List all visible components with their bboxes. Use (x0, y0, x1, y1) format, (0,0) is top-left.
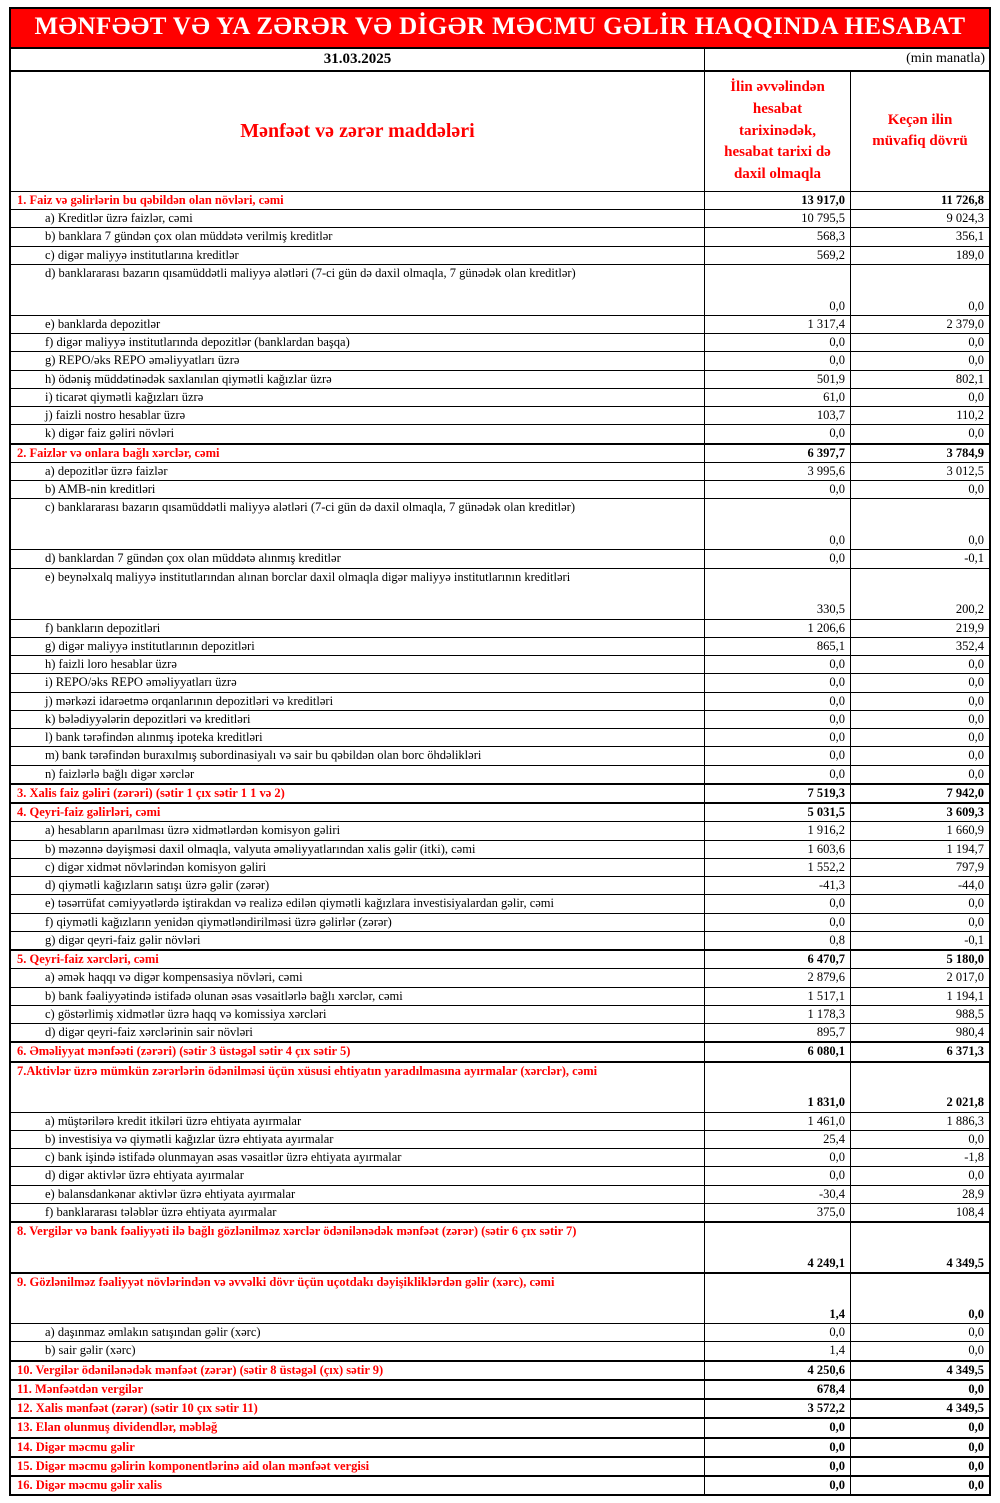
row-value-previous: 0,0 (850, 1419, 989, 1436)
report-title: MƏNFƏƏT VƏ YA ZƏRƏR VƏ DİGƏR MƏCMU GƏLİR HAQQINDA HESABAT (11, 9, 989, 49)
table-row (11, 443, 989, 462)
row-value-current: 0,0 (704, 1477, 850, 1494)
row-label: j) faizli nostro hesablar üzrə (45, 408, 186, 422)
table-row (11, 462, 989, 480)
row-label: 7.Aktivlər üzrə mümkün zərərlərin ödənilməsi üçün xüsusi ehtiyatın yaradılmasına ayırmalar (xərclər), cəmi (17, 1063, 598, 1078)
row-label: d) qiymətli kağızların satışı üzrə gəlir (zərər) (45, 878, 270, 892)
row-value-current: 6 397,7 (704, 445, 850, 462)
table-row (11, 673, 989, 691)
row-value-current: 0,0 (704, 499, 850, 549)
row-value-previous: 0,0 (850, 747, 989, 764)
table-row (11, 913, 989, 931)
row-label: a) hesabların aparılması üzrə xidmətlərdən komisyon gəliri (45, 823, 341, 838)
row-label: e) balansdankənar aktivlər üzrə ehtiyata ayırmalar (45, 1186, 296, 1201)
row-value-current: 7 519,3 (704, 785, 850, 802)
row-label: g) digər maliyyə institutlarının depozitləri (45, 638, 255, 653)
row-value-current: 0,0 (704, 895, 850, 912)
table-row (11, 1379, 989, 1398)
table-row (11, 1341, 989, 1359)
row-value-previous: 0,0 (850, 674, 989, 691)
table-row (11, 1475, 989, 1494)
table-row (11, 1417, 989, 1436)
row-value-previous: 0,0 (850, 481, 989, 498)
row-label: 5. Qeyri-faiz xərcləri, cəmi (17, 952, 159, 966)
row-value-current: 0,0 (704, 334, 850, 351)
row-value-previous: -44,0 (850, 877, 989, 894)
row-value-previous: 0,0 (850, 1458, 989, 1475)
row-value-current: 2 879,6 (704, 969, 850, 986)
row-value-current: 0,0 (704, 1324, 850, 1341)
row-value-current: 0,0 (704, 914, 850, 931)
row-label: h) ödəniş müddətinədək saxlanılan qiymətli kağızlar üzrə (45, 371, 332, 386)
row-value-current: 0,0 (704, 711, 850, 728)
table-row (11, 1323, 989, 1341)
row-value-current: 0,0 (704, 674, 850, 691)
row-value-current: 6 470,7 (704, 951, 850, 968)
table-row (11, 1203, 989, 1221)
row-value-current: 0,0 (704, 425, 850, 442)
row-label: k) bələdiyyələrin depozitləri və kreditləri (45, 711, 251, 726)
row-label: d) banklararası bazarın qısamüddətli maliyyə alətləri (7-ci gün də daxil olmaqla, 7 günədək olan kreditlər) (45, 265, 576, 280)
table-row (11, 746, 989, 764)
table-row (11, 424, 989, 442)
table-row (11, 227, 989, 245)
row-value-previous: 28,9 (850, 1186, 989, 1203)
table-row (11, 480, 989, 498)
row-value-current: 330,5 (704, 569, 850, 619)
table-row (11, 406, 989, 424)
row-value-previous: 4 349,5 (850, 1400, 989, 1417)
table-row (11, 388, 989, 406)
row-value-previous: 356,1 (850, 228, 989, 245)
row-label: 13. Elan olunmuş dividendlər, məbləğ (17, 1420, 218, 1435)
row-value-current: 569,2 (704, 247, 850, 264)
table-row (11, 192, 989, 209)
table-row (11, 637, 989, 655)
row-value-current: 1 206,6 (704, 620, 850, 637)
row-label: 4. Qeyri-faiz gəlirləri, cəmi (17, 805, 161, 819)
row-value-current: 1 517,1 (704, 988, 850, 1005)
row-label: b) AMB-nin kreditləri (45, 482, 156, 496)
row-value-current: 0,0 (704, 766, 850, 783)
table-row (11, 1005, 989, 1023)
row-value-current: 375,0 (704, 1204, 850, 1221)
table-row (11, 549, 989, 567)
row-value-previous: 200,2 (850, 569, 989, 619)
row-value-previous: 0,0 (850, 656, 989, 673)
row-value-previous: 4 349,5 (850, 1223, 989, 1272)
row-value-current: 0,0 (704, 1419, 850, 1436)
row-label: m) bank tərəfindən buraxılmış subordinasiyalı və sair bu qəbildən olan borc öhdəlikləri (45, 748, 482, 763)
row-value-current: 0,0 (704, 265, 850, 315)
row-value-previous: 352,4 (850, 638, 989, 655)
table-row (11, 783, 989, 802)
table-row (11, 840, 989, 858)
row-label: f) digər maliyyə institutlarında depozitlər (banklardan başqa) (45, 335, 350, 349)
column-header-row (11, 72, 989, 192)
row-value-current: 13 917,0 (704, 192, 850, 209)
row-label: a) daşınmaz əmlakın satışından gəlir (xərc) (45, 1325, 261, 1339)
row-value-previous: 0,0 (850, 1274, 989, 1323)
current-period-column-header: İlin əvvəlindən hesabat tarixinədək, hesabat tarixi də daxil olmaqla (704, 72, 850, 191)
row-value-current: 0,8 (704, 932, 850, 949)
row-label: a) depozitlər üzrə faizlər (45, 463, 168, 478)
row-value-previous: 189,0 (850, 247, 989, 264)
table-row (11, 858, 989, 876)
row-label: a) müştərilərə kredit itkiləri üzrə ehtiyata ayırmalar (45, 1113, 302, 1128)
table-row (11, 264, 989, 315)
table-row (11, 949, 989, 968)
row-label: b) məzənnə dəyişməsi daxil olmaqla, valyuta əməliyyatlarından xalis gəlir (itki), cəmi (45, 841, 476, 856)
row-value-previous: 0,0 (850, 389, 989, 406)
row-label: 10. Vergilər ödənilənədək mənfəət (zərər) (sətir 8 üstəgəl (çıx) sətir 9) (17, 1362, 384, 1377)
row-value-previous: 3 784,9 (850, 445, 989, 462)
row-label: f) bankların depozitləri (45, 620, 161, 635)
row-label: c) digər maliyyə institutlarına kreditlər (45, 247, 239, 262)
table-row (11, 802, 989, 821)
table-row (11, 1360, 989, 1379)
row-value-current: 4 250,6 (704, 1362, 850, 1379)
row-label: k) digər faiz gəliri növləri (45, 426, 175, 441)
row-value-current: 1 831,0 (704, 1063, 850, 1112)
table-row (11, 1272, 989, 1323)
table-row (11, 1166, 989, 1184)
row-label: 8. Vergilər və bank fəaliyyəti ilə bağlı gözlənilməz xərclər ödənilənədək mənfəət (zərər) (sətir 6 çıx sətir 7) (17, 1224, 577, 1238)
row-label: b) banklara 7 gündən çox olan müddətə verilmiş kreditlər (45, 229, 333, 244)
row-value-previous: -0,1 (850, 550, 989, 567)
report-rows (11, 192, 989, 1495)
row-value-previous: 0,0 (850, 711, 989, 728)
row-value-previous: 3 609,3 (850, 804, 989, 821)
row-value-current: 103,7 (704, 407, 850, 424)
table-row (11, 821, 989, 839)
row-value-previous: 0,0 (850, 1477, 989, 1494)
row-label: g) REPO/əks REPO əməliyyatları üzrə (45, 353, 240, 368)
row-value-previous: 1 660,9 (850, 822, 989, 839)
row-value-previous: 0,0 (850, 1439, 989, 1456)
row-value-previous: 0,0 (850, 766, 989, 783)
row-label: e) beynəlxalq maliyyə institutlarından alınan borclar daxil olmaqla digər maliyyə institutlarının kreditləri (45, 569, 571, 584)
row-value-previous: 110,2 (850, 407, 989, 424)
row-label: 16. Digər məcmu gəlir xalis (17, 1478, 162, 1492)
row-label: a) Kreditlər üzrə faizlər, cəmi (45, 211, 193, 225)
row-value-current: 3 995,6 (704, 463, 850, 480)
row-value-previous: 0,0 (850, 1342, 989, 1359)
row-value-current: 568,3 (704, 228, 850, 245)
row-label: 12. Xalis mənfəət (zərər) (sətir 10 çıx sətir 11) (17, 1401, 258, 1415)
table-row (11, 619, 989, 637)
row-label: g) digər qeyri-faiz gəlir növləri (45, 932, 201, 947)
row-value-previous: 108,4 (850, 1204, 989, 1221)
row-value-previous: 4 349,5 (850, 1362, 989, 1379)
row-label: n) faizlərlə bağlı digər xərclər (45, 766, 195, 781)
row-value-previous: 2 017,0 (850, 969, 989, 986)
row-label: j) mərkəzi idarəetmə orqanlarının depozitləri və kreditləri (45, 693, 334, 708)
row-value-current: 0,0 (704, 1439, 850, 1456)
row-label: i) REPO/əks REPO əməliyyatları üzrə (45, 675, 237, 690)
row-value-current: 1 178,3 (704, 1006, 850, 1023)
row-value-previous: 0,0 (850, 1324, 989, 1341)
table-row (11, 710, 989, 728)
unit-note: (min manatla) (906, 51, 985, 66)
row-value-previous: 0,0 (850, 1167, 989, 1184)
row-value-previous: 0,0 (850, 425, 989, 442)
row-label: b) sair gəlir (xərc) (45, 1343, 136, 1358)
table-row (11, 1061, 989, 1112)
previous-period-column-header: Keçən ilin müvafiq dövrü (850, 72, 989, 191)
table-row (11, 568, 989, 619)
table-row (11, 876, 989, 894)
table-row (11, 1023, 989, 1041)
table-row (11, 655, 989, 673)
table-row (11, 498, 989, 549)
row-label: i) ticarət qiymətli kağızları üzrə (45, 389, 204, 404)
row-value-current: 1,4 (704, 1342, 850, 1359)
row-value-current: 5 031,5 (704, 804, 850, 821)
row-value-previous: 0,0 (850, 1131, 989, 1148)
table-row (11, 315, 989, 333)
row-value-previous: 0,0 (850, 914, 989, 931)
table-row (11, 728, 989, 746)
row-value-current: 0,0 (704, 729, 850, 746)
row-label: 9. Gözlənilməz fəaliyyət növlərindən və əvvəlki dövr üçün uçotdakı dəyişikliklərdən gəlir (xərc), cəmi (17, 1275, 555, 1289)
row-label: 6. Əməliyyat mənfəəti (zərəri) (sətir 3 üstəgəl sətir 4 çıx sətir 5) (17, 1044, 351, 1059)
row-label: b) bank fəaliyyətində istifadə olunan əsas vəsaitlərlə bağlı xərclər, cəmi (45, 988, 403, 1003)
row-value-current: 501,9 (704, 371, 850, 388)
row-value-previous: 6 371,3 (850, 1043, 989, 1060)
row-value-previous: 0,0 (850, 352, 989, 369)
table-row (11, 1437, 989, 1456)
row-value-previous: -1,8 (850, 1149, 989, 1166)
row-value-current: 1 916,2 (704, 822, 850, 839)
table-row (11, 351, 989, 369)
row-label: d) digər aktivlər üzrə ehtiyata ayırmalar (45, 1168, 244, 1183)
row-value-previous: 0,0 (850, 895, 989, 912)
row-value-previous: 0,0 (850, 693, 989, 710)
row-label: 15. Digər məcmu gəlirin komponentlərinə aid olan mənfəət vergisi (17, 1458, 370, 1473)
row-value-previous: 0,0 (850, 729, 989, 746)
row-value-current: 1 552,2 (704, 859, 850, 876)
row-value-previous: 0,0 (850, 334, 989, 351)
row-value-current: 3 572,2 (704, 1400, 850, 1417)
row-value-current: 25,4 (704, 1131, 850, 1148)
date-row (11, 49, 989, 72)
row-label: e) təsərrüfat cəmiyyətlərdə iştirakdan və realizə edilən qiymətli kağızlara investisiyalardan gəlir, cəmi (45, 896, 554, 911)
table-row (11, 931, 989, 949)
row-label: e) banklarda depozitlər (45, 316, 161, 331)
table-row (11, 1130, 989, 1148)
row-value-current: 1 317,4 (704, 316, 850, 333)
row-value-current: 4 249,1 (704, 1223, 850, 1272)
row-value-previous: 2 021,8 (850, 1063, 989, 1112)
table-row (11, 246, 989, 264)
row-value-current: 678,4 (704, 1381, 850, 1398)
row-value-current: 6 080,1 (704, 1043, 850, 1060)
row-label: c) bank işində istifadə olunmayan əsas vəsaitlər üzrə ehtiyata ayırmalar (45, 1150, 402, 1164)
row-value-previous: 1 886,3 (850, 1113, 989, 1130)
row-value-current: 0,0 (704, 747, 850, 764)
row-value-previous: 2 379,0 (850, 316, 989, 333)
items-column-header: Mənfəət və zərər maddələri (240, 119, 475, 142)
row-label: f) qiymətli kağızların yenidən qiymətləndirilməsi üzrə gəlirlər (zərər) (45, 914, 392, 929)
row-label: l) bank tərəfindən alınmış ipoteka kreditləri (45, 730, 263, 744)
table-row (11, 1221, 989, 1272)
row-label: b) investisiya və qiymətli kağızlar üzrə ehtiyata ayırmalar (45, 1131, 334, 1146)
row-value-current: 865,1 (704, 638, 850, 655)
row-value-current: 10 795,5 (704, 210, 850, 227)
table-row (11, 1041, 989, 1060)
row-value-current: 0,0 (704, 481, 850, 498)
row-value-previous: 219,9 (850, 620, 989, 637)
table-row (11, 370, 989, 388)
row-value-previous: -0,1 (850, 932, 989, 949)
row-value-previous: 1 194,7 (850, 841, 989, 858)
row-value-current: 0,0 (704, 352, 850, 369)
row-value-current: 0,0 (704, 1167, 850, 1184)
row-label: a) əmək haqqı və digər kompensasiya növləri, cəmi (45, 970, 303, 985)
row-value-previous: 0,0 (850, 265, 989, 315)
row-label: 2. Faizlər və onlara bağlı xərclər, cəmi (17, 445, 220, 460)
row-value-previous: 988,5 (850, 1006, 989, 1023)
table-row (11, 968, 989, 986)
table-row (11, 1185, 989, 1203)
row-value-previous: 11 726,8 (850, 192, 989, 209)
row-value-current: 1 461,0 (704, 1113, 850, 1130)
row-value-current: 0,0 (704, 550, 850, 567)
row-value-previous: 980,4 (850, 1024, 989, 1041)
table-row (11, 209, 989, 227)
table-row (11, 765, 989, 783)
row-label: c) digər xidmət növlərindən komisyon gəliri (45, 859, 267, 874)
row-value-current: 895,7 (704, 1024, 850, 1041)
row-label: c) banklararası bazarın qısamüddətli maliyyə alətləri (7-ci gün də daxil olmaqla, 7 günədək olan kreditlər) (45, 500, 576, 515)
table-row (11, 1112, 989, 1130)
row-label: 14. Digər məcmu gəlir (17, 1439, 135, 1454)
row-label: 1. Faiz və gəlirlərin bu qəbildən olan növləri, cəmi (17, 192, 284, 207)
row-value-current: -30,4 (704, 1186, 850, 1203)
row-value-previous: 3 012,5 (850, 463, 989, 480)
table-row (11, 894, 989, 912)
table-row (11, 1398, 989, 1417)
table-row (11, 333, 989, 351)
profit-loss-report (9, 7, 991, 1496)
row-value-previous: 5 180,0 (850, 951, 989, 968)
row-value-current: 1,4 (704, 1274, 850, 1323)
table-row (11, 1456, 989, 1475)
row-value-previous: 0,0 (850, 1381, 989, 1398)
row-value-current: -41,3 (704, 877, 850, 894)
row-label: d) digər qeyri-faiz xərclərinin sair növləri (45, 1025, 253, 1039)
row-value-previous: 1 194,1 (850, 988, 989, 1005)
row-value-previous: 797,9 (850, 859, 989, 876)
row-value-previous: 7 942,0 (850, 785, 989, 802)
table-row (11, 692, 989, 710)
row-value-previous: 0,0 (850, 499, 989, 549)
row-value-previous: 802,1 (850, 371, 989, 388)
row-label: c) göstərlimiş xidmətlər üzrə haqq və komissiya xərcləri (45, 1006, 327, 1021)
row-label: f) banklararası tələblər üzrə ehtiyata ayırmalar (45, 1204, 277, 1219)
report-date: 31.03.2025 (11, 49, 705, 70)
row-label: 3. Xalis faiz gəliri (zərəri) (sətir 1 çıx sətir 1 1 və 2) (17, 785, 285, 800)
table-row (11, 987, 989, 1005)
row-value-current: 0,0 (704, 1149, 850, 1166)
row-value-current: 61,0 (704, 389, 850, 406)
row-value-current: 0,0 (704, 693, 850, 710)
row-value-previous: 9 024,3 (850, 210, 989, 227)
row-value-current: 0,0 (704, 1458, 850, 1475)
row-value-current: 1 603,6 (704, 841, 850, 858)
row-value-current: 0,0 (704, 656, 850, 673)
table-row (11, 1148, 989, 1166)
row-label: d) banklardan 7 gündən çox olan müddətə alınmış kreditlər (45, 551, 341, 566)
row-label: h) faizli loro hesablar üzrə (45, 657, 177, 671)
row-label: 11. Mənfəətdən vergilər (17, 1381, 143, 1396)
